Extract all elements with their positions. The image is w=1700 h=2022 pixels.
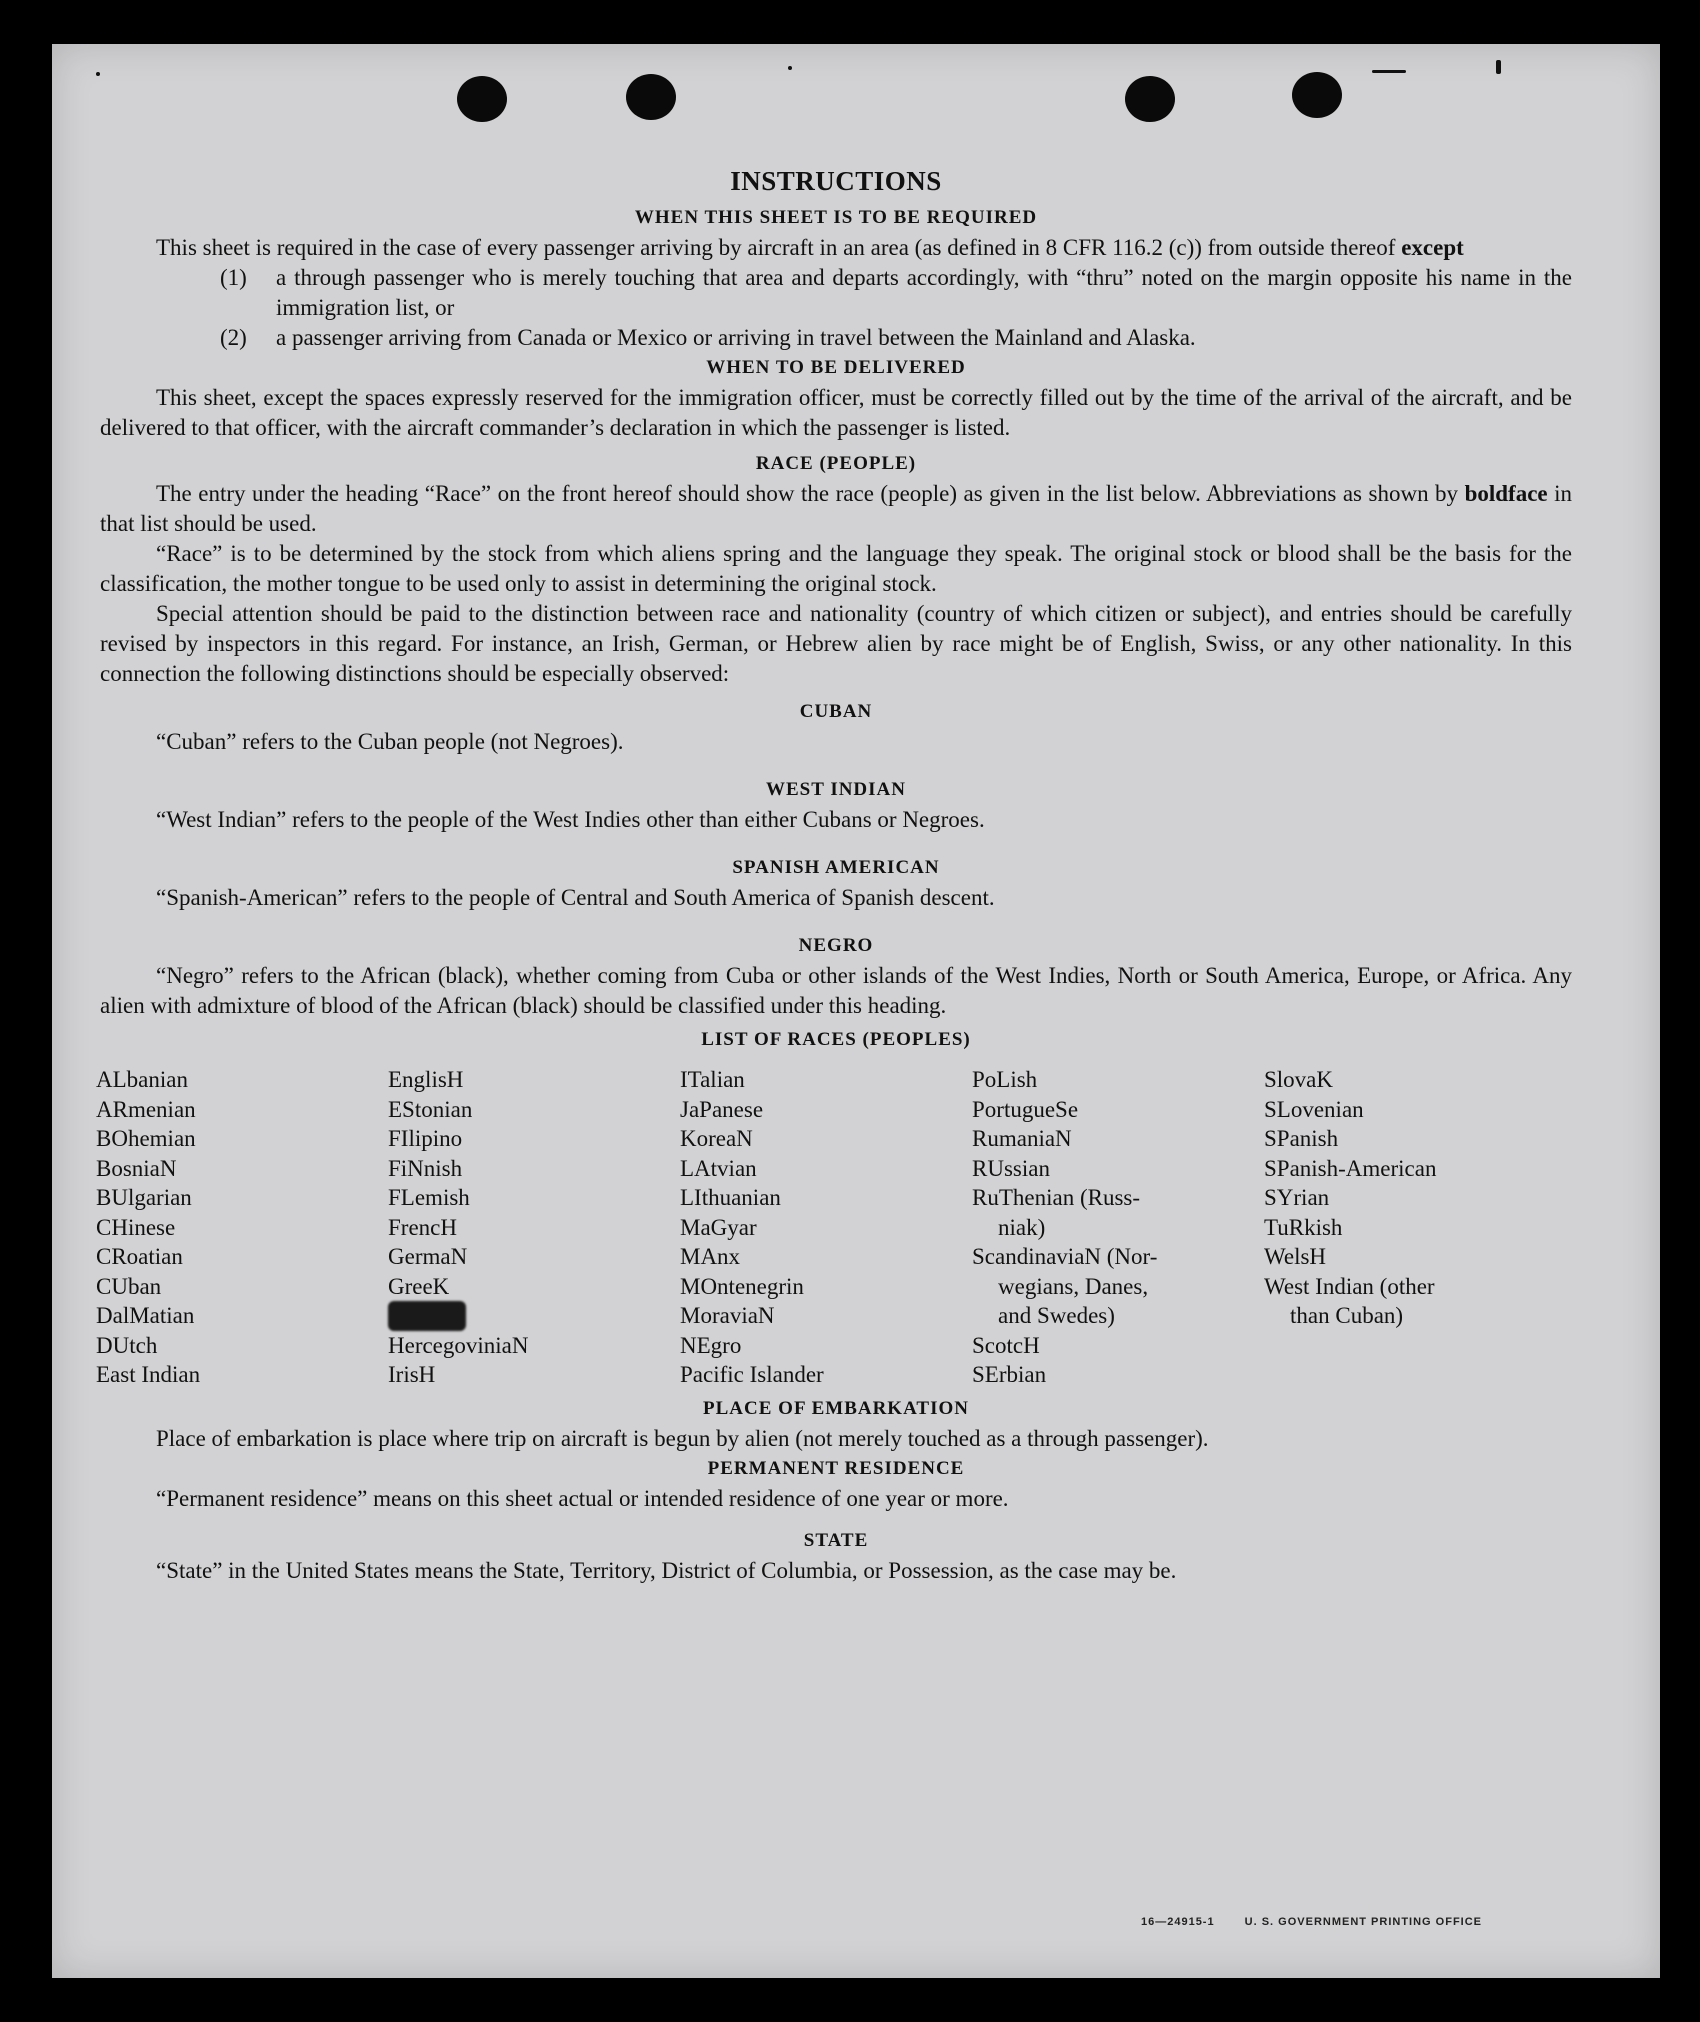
race-entry-continued: niak)	[998, 1214, 1046, 1240]
race-entry: SErbian	[972, 1362, 1047, 1387]
west-indian-text: “West Indian” refers to the people of the West Indies other than either Cubans or Negroes.	[156, 807, 985, 832]
race-entry: RuThenian (Russ-	[972, 1185, 1141, 1210]
race-entry: SPanish	[1264, 1126, 1339, 1151]
embarkation-text: Place of embarkation is place where trip on aircraft is begun by alien (not merely touched as a through passenger).	[156, 1425, 1209, 1451]
punch-hole	[457, 76, 507, 122]
race-entry-obscured: HebreW	[388, 1301, 680, 1331]
race-entry: GreeK	[388, 1273, 450, 1299]
paper-mark	[1372, 70, 1406, 73]
race-entry: CRoatian	[96, 1244, 183, 1269]
race-entry: MAnx	[680, 1244, 741, 1269]
cuban-text: “Cuban” refers to the Cuban people (not Negroes).	[156, 729, 624, 754]
printer-imprint: U. S. GOVERNMENT PRINTING OFFICE	[1244, 1916, 1482, 1928]
paper-mark	[1496, 60, 1501, 74]
race-entry: CUban	[96, 1273, 162, 1299]
race-entry: WelsH	[1264, 1244, 1327, 1269]
spanish-american-text: “Spanish-American” refers to the people of Central and South America of Spanish descent.	[156, 885, 995, 910]
race-entry: Pacific Islander	[680, 1362, 824, 1387]
race-entry-continued: than Cuban)	[1290, 1303, 1404, 1328]
race-entry: ITalian	[680, 1067, 745, 1092]
races-column-5	[1264, 1065, 1556, 1390]
race-entry: PortugueSe	[972, 1096, 1079, 1122]
state-text: “State” in the United States means the State, Territory, District of Columbia, or Possession, as the case may be.	[156, 1557, 1177, 1583]
race-entry: SYrian	[1264, 1185, 1330, 1210]
section-heading-list-of-races: LIST OF RACES (PEOPLES)	[701, 1029, 971, 1050]
race-entry: JaPanese	[680, 1096, 764, 1122]
punch-hole	[626, 74, 676, 120]
race-paragraph-1: The entry under the heading “Race” on the front hereof should show the race (people) as given in the list below. Abbreviations as shown by boldface in that list should be used.	[100, 481, 1573, 536]
section-heading-state: STATE	[803, 1529, 869, 1551]
race-entry: PoLish	[972, 1067, 1038, 1092]
section-heading-west-indian: WEST INDIAN	[766, 779, 906, 800]
race-paragraph-2: “Race” is to be determined by the stock from which aliens spring and the language they speak. The original stock or blood shall be the basis for the classification, the mother tongue to be used only to assist in determining the original stock.	[100, 541, 1572, 596]
page-title: INSTRUCTIONS	[730, 166, 942, 196]
race-entry: MoraviaN	[680, 1303, 775, 1328]
race-entry: SlovaK	[1264, 1067, 1333, 1092]
race-entry: CHinese	[96, 1214, 176, 1240]
paper-mark	[788, 66, 792, 70]
negro-text: “Negro” refers to the African (black), whether coming from Cuba or other islands of the West Indies, North or South America, Europe, or Africa. Any alien with admixture of blood of the African (black) should be classified under this heading.	[100, 963, 1572, 1018]
race-entry-continued: wegians, Danes,	[998, 1273, 1149, 1299]
instructions-content	[96, 166, 1573, 1586]
section-heading-negro: NEGRO	[798, 935, 874, 956]
race-entry: SPanish-American	[1264, 1155, 1437, 1181]
race-entry: DUtch	[96, 1332, 158, 1358]
race-paragraph-3: Special attention should be paid to the distinction between race and nationality (country of which citizen or subject), and entries should be carefully revised by inspectors in this regard. For instance, an Irish, German, or Hebrew alien by race might be of English, Swiss, or any other nationality. In this connection the following distinctions should be especially observed:	[100, 601, 1572, 686]
section-heading-when-delivered: WHEN TO BE DELIVERED	[706, 357, 966, 378]
section-heading-embarkation: PLACE OF EMBARKATION	[703, 1397, 969, 1419]
race-entry: LIthuanian	[680, 1185, 781, 1210]
race-entry: FIlipino	[388, 1126, 463, 1151]
race-entry: FrencH	[388, 1214, 457, 1240]
permanent-residence-text: “Permanent residence” means on this sheet actual or intended residence of one year or more.	[156, 1485, 1009, 1511]
races-list	[96, 1065, 1572, 1390]
race-entry: EnglisH	[388, 1067, 464, 1092]
race-entry: BosniaN	[96, 1155, 177, 1181]
form-number: 16—24915-1	[1140, 1916, 1215, 1928]
race-entry: SLovenian	[1264, 1096, 1364, 1122]
print-footer	[1115, 1916, 1482, 1928]
race-entry: MaGyar	[680, 1214, 757, 1240]
paper-mark	[96, 72, 100, 76]
race-entry-continued: and Swedes)	[998, 1303, 1115, 1328]
race-entry: MOntenegrin	[680, 1273, 804, 1299]
section-heading-race: RACE (PEOPLE)	[755, 453, 917, 474]
exception-item: (2) a passenger arriving from Canada or Mexico or arriving in travel between the Mainland and Alaska.	[220, 325, 1196, 350]
race-entry: ScotcH	[972, 1332, 1040, 1358]
races-column-3	[680, 1065, 972, 1390]
section-heading-when-required: WHEN THIS SHEET IS TO BE REQUIRED	[634, 207, 1038, 228]
when-required-intro: This sheet is required in the case of every passenger arriving by aircraft in an area (as defined in 8 CFR 116.2 (c)) from outside thereof except	[156, 235, 1464, 260]
race-entry: IrisH	[388, 1362, 436, 1387]
race-entry: ScandinaviaN (Nor-	[972, 1244, 1158, 1269]
race-entry: EStonian	[388, 1096, 473, 1122]
race-entry: LAtvian	[680, 1155, 757, 1181]
race-entry: GermaN	[388, 1244, 468, 1269]
races-column-4	[972, 1065, 1264, 1390]
race-entry: BUlgarian	[96, 1185, 192, 1210]
section-heading-cuban: CUBAN	[799, 701, 873, 722]
section-heading-permanent-residence: PERMANENT RESIDENCE	[707, 1457, 965, 1479]
section-heading-spanish-american: SPANISH AMERICAN	[732, 857, 940, 878]
when-delivered-text: This sheet, except the spaces expressly reserved for the immigration officer, must be correctly filled out by the time of the arrival of the aircraft, and be delivered to that officer, with the aircraft commander’s declaration in which the passenger is listed.	[100, 385, 1572, 440]
race-entry: DalMatian	[96, 1303, 195, 1328]
punch-hole	[1125, 76, 1175, 122]
race-entry: TuRkish	[1264, 1214, 1343, 1240]
race-entry: ARmenian	[96, 1096, 196, 1122]
race-entry: FiNnish	[388, 1155, 463, 1181]
race-entry: West Indian (other	[1264, 1273, 1435, 1299]
race-entry: ALbanian	[96, 1067, 188, 1092]
race-entry: KoreaN	[680, 1126, 753, 1151]
race-entry: HercegoviniaN	[388, 1332, 529, 1358]
exception-item: (1) a through passenger who is merely touching that area and departs accordingly, with “thru” noted on the margin opposite his name in the immigration list, or	[220, 265, 1572, 320]
races-column-1	[96, 1065, 388, 1390]
race-entry: RUssian	[972, 1155, 1050, 1181]
punch-hole	[1292, 72, 1342, 118]
race-entry: RumaniaN	[972, 1126, 1072, 1151]
races-column-2	[388, 1065, 680, 1390]
race-entry: NEgro	[680, 1332, 742, 1358]
document-sheet	[52, 44, 1660, 1978]
race-entry: East Indian	[96, 1362, 201, 1387]
race-entry: BOhemian	[96, 1126, 196, 1151]
race-entry: FLemish	[388, 1185, 470, 1210]
